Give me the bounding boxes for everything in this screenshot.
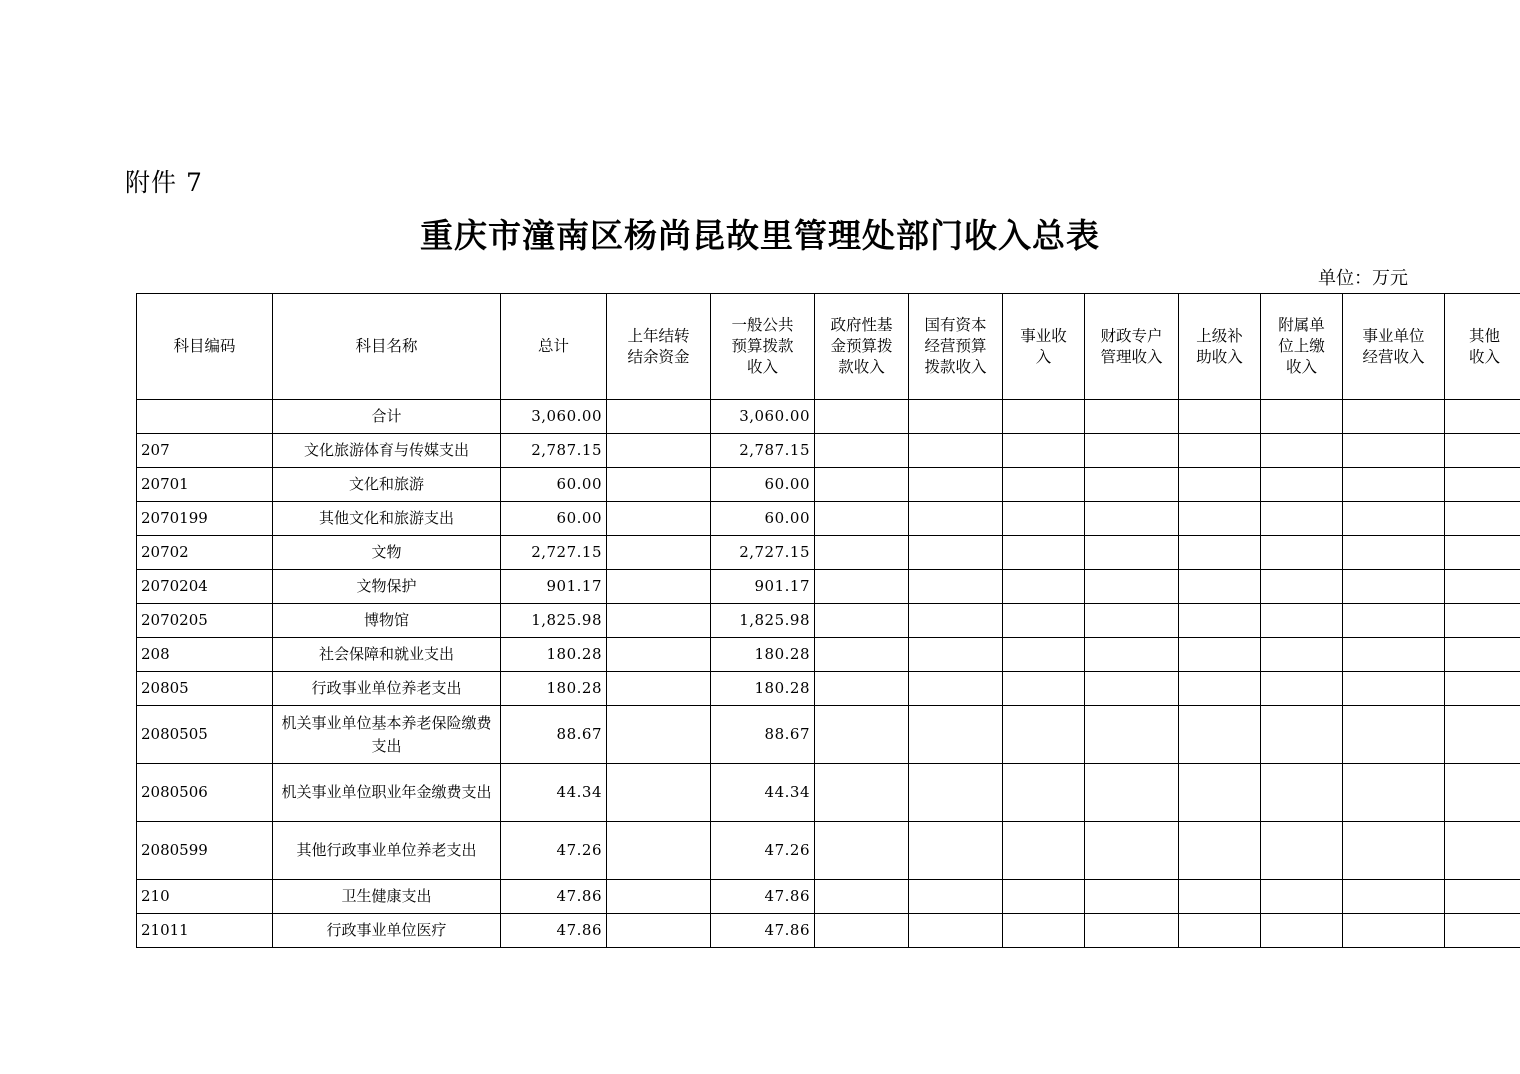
cell-upper-subsidy bbox=[1179, 468, 1261, 502]
cell-career-income bbox=[1003, 706, 1085, 764]
cell-total: 44.34 bbox=[501, 764, 607, 822]
cell-total: 2,727.15 bbox=[501, 536, 607, 570]
cell-total: 60.00 bbox=[501, 502, 607, 536]
cell-sub-unit bbox=[1261, 764, 1343, 822]
cell-upper-subsidy bbox=[1179, 764, 1261, 822]
cell-other-income bbox=[1445, 536, 1520, 570]
cell-carryover bbox=[607, 502, 711, 536]
cell-gov-fund bbox=[815, 536, 909, 570]
column-header-other-income: 其他 收入 bbox=[1445, 294, 1520, 400]
cell-fiscal-account bbox=[1085, 672, 1179, 706]
cell-total: 180.28 bbox=[501, 672, 607, 706]
cell-operating-income bbox=[1343, 536, 1445, 570]
cell-sub-unit bbox=[1261, 434, 1343, 468]
cell-upper-subsidy bbox=[1179, 672, 1261, 706]
cell-carryover bbox=[607, 400, 711, 434]
cell-soe-budget bbox=[909, 764, 1003, 822]
table-body bbox=[137, 400, 1520, 948]
cell-subject-code bbox=[137, 400, 273, 434]
cell-subject-code: 208 bbox=[137, 638, 273, 672]
cell-fiscal-account bbox=[1085, 400, 1179, 434]
cell-subject-code: 2070199 bbox=[137, 502, 273, 536]
page-title: 重庆市潼南区杨尚昆故里管理处部门收入总表 bbox=[420, 216, 1100, 255]
cell-upper-subsidy bbox=[1179, 706, 1261, 764]
cell-fiscal-account bbox=[1085, 570, 1179, 604]
cell-gov-fund bbox=[815, 822, 909, 880]
cell-subject-code: 2080506 bbox=[137, 764, 273, 822]
cell-upper-subsidy bbox=[1179, 914, 1261, 948]
column-header-name: 科目名称 bbox=[273, 294, 501, 400]
column-header-carryover: 上年结转 结余资金 bbox=[607, 294, 711, 400]
cell-general-budget: 1,825.98 bbox=[711, 604, 815, 638]
table-header-row bbox=[137, 294, 1520, 400]
column-header-fiscal-account: 财政专户 管理收入 bbox=[1085, 294, 1179, 400]
cell-carryover bbox=[607, 672, 711, 706]
table-row bbox=[137, 880, 1520, 914]
table-row bbox=[137, 706, 1520, 764]
cell-career-income bbox=[1003, 604, 1085, 638]
cell-soe-budget bbox=[909, 468, 1003, 502]
table-row bbox=[137, 502, 1520, 536]
unit-note: 单位：万元 bbox=[1318, 268, 1408, 289]
cell-operating-income bbox=[1343, 764, 1445, 822]
table-row bbox=[137, 822, 1520, 880]
cell-other-income bbox=[1445, 468, 1520, 502]
cell-upper-subsidy bbox=[1179, 638, 1261, 672]
cell-operating-income bbox=[1343, 822, 1445, 880]
cell-career-income bbox=[1003, 400, 1085, 434]
cell-soe-budget bbox=[909, 638, 1003, 672]
cell-career-income bbox=[1003, 764, 1085, 822]
cell-operating-income bbox=[1343, 570, 1445, 604]
cell-soe-budget bbox=[909, 880, 1003, 914]
table-row bbox=[137, 638, 1520, 672]
column-header-soe-budget: 国有资本 经营预算 拨款收入 bbox=[909, 294, 1003, 400]
column-header-operating-income: 事业单位 经营收入 bbox=[1343, 294, 1445, 400]
cell-operating-income bbox=[1343, 672, 1445, 706]
cell-gov-fund bbox=[815, 914, 909, 948]
cell-fiscal-account bbox=[1085, 764, 1179, 822]
cell-other-income bbox=[1445, 570, 1520, 604]
cell-subject-code: 2080599 bbox=[137, 822, 273, 880]
cell-operating-income bbox=[1343, 604, 1445, 638]
cell-upper-subsidy bbox=[1179, 880, 1261, 914]
cell-upper-subsidy bbox=[1179, 536, 1261, 570]
column-header-general-budget: 一般公共 预算拨款 收入 bbox=[711, 294, 815, 400]
cell-upper-subsidy bbox=[1179, 570, 1261, 604]
cell-sub-unit bbox=[1261, 536, 1343, 570]
cell-general-budget: 2,727.15 bbox=[711, 536, 815, 570]
table-row bbox=[137, 536, 1520, 570]
cell-sub-unit bbox=[1261, 604, 1343, 638]
cell-subject-name: 社会保障和就业支出 bbox=[273, 638, 501, 672]
cell-gov-fund bbox=[815, 400, 909, 434]
table-row bbox=[137, 914, 1520, 948]
cell-total: 1,825.98 bbox=[501, 604, 607, 638]
table-row bbox=[137, 764, 1520, 822]
cell-operating-income bbox=[1343, 400, 1445, 434]
cell-other-income bbox=[1445, 764, 1520, 822]
cell-subject-code: 210 bbox=[137, 880, 273, 914]
cell-subject-name: 文化旅游体育与传媒支出 bbox=[273, 434, 501, 468]
cell-career-income bbox=[1003, 468, 1085, 502]
cell-career-income bbox=[1003, 434, 1085, 468]
cell-fiscal-account bbox=[1085, 638, 1179, 672]
cell-total: 3,060.00 bbox=[501, 400, 607, 434]
cell-other-income bbox=[1445, 706, 1520, 764]
cell-subject-name: 博物馆 bbox=[273, 604, 501, 638]
cell-gov-fund bbox=[815, 672, 909, 706]
cell-sub-unit bbox=[1261, 706, 1343, 764]
cell-other-income bbox=[1445, 880, 1520, 914]
cell-soe-budget bbox=[909, 536, 1003, 570]
cell-carryover bbox=[607, 434, 711, 468]
cell-fiscal-account bbox=[1085, 468, 1179, 502]
cell-other-income bbox=[1445, 434, 1520, 468]
cell-carryover bbox=[607, 764, 711, 822]
cell-subject-name: 机关事业单位职业年金缴费支出 bbox=[273, 764, 501, 822]
cell-other-income bbox=[1445, 914, 1520, 948]
cell-total: 88.67 bbox=[501, 706, 607, 764]
table-row bbox=[137, 468, 1520, 502]
cell-subject-name: 行政事业单位养老支出 bbox=[273, 672, 501, 706]
column-header-code: 科目编码 bbox=[137, 294, 273, 400]
cell-subject-name: 卫生健康支出 bbox=[273, 880, 501, 914]
cell-gov-fund bbox=[815, 880, 909, 914]
cell-other-income bbox=[1445, 822, 1520, 880]
cell-operating-income bbox=[1343, 880, 1445, 914]
cell-sub-unit bbox=[1261, 880, 1343, 914]
table-row bbox=[137, 434, 1520, 468]
cell-fiscal-account bbox=[1085, 502, 1179, 536]
column-header-career-income: 事业收 入 bbox=[1003, 294, 1085, 400]
cell-general-budget: 47.86 bbox=[711, 880, 815, 914]
table-row bbox=[137, 570, 1520, 604]
cell-operating-income bbox=[1343, 706, 1445, 764]
cell-fiscal-account bbox=[1085, 914, 1179, 948]
cell-gov-fund bbox=[815, 502, 909, 536]
cell-general-budget: 60.00 bbox=[711, 502, 815, 536]
cell-upper-subsidy bbox=[1179, 400, 1261, 434]
cell-other-income bbox=[1445, 502, 1520, 536]
cell-fiscal-account bbox=[1085, 434, 1179, 468]
cell-total: 47.86 bbox=[501, 880, 607, 914]
cell-operating-income bbox=[1343, 468, 1445, 502]
cell-career-income bbox=[1003, 536, 1085, 570]
column-header-gov-fund: 政府性基 金预算拨 款收入 bbox=[815, 294, 909, 400]
cell-sub-unit bbox=[1261, 400, 1343, 434]
cell-subject-code: 2070204 bbox=[137, 570, 273, 604]
cell-soe-budget bbox=[909, 706, 1003, 764]
column-header-upper-subsidy: 上级补 助收入 bbox=[1179, 294, 1261, 400]
attachment-label: 附件 7 bbox=[125, 168, 203, 197]
cell-soe-budget bbox=[909, 434, 1003, 468]
cell-fiscal-account bbox=[1085, 880, 1179, 914]
cell-soe-budget bbox=[909, 570, 1003, 604]
cell-fiscal-account bbox=[1085, 822, 1179, 880]
cell-fiscal-account bbox=[1085, 604, 1179, 638]
cell-career-income bbox=[1003, 570, 1085, 604]
cell-soe-budget bbox=[909, 822, 1003, 880]
cell-total: 180.28 bbox=[501, 638, 607, 672]
cell-sub-unit bbox=[1261, 502, 1343, 536]
cell-general-budget: 180.28 bbox=[711, 638, 815, 672]
cell-general-budget: 47.86 bbox=[711, 914, 815, 948]
cell-subject-name: 机关事业单位基本养老保险缴费支出 bbox=[273, 706, 501, 764]
cell-carryover bbox=[607, 914, 711, 948]
cell-general-budget: 180.28 bbox=[711, 672, 815, 706]
cell-gov-fund bbox=[815, 604, 909, 638]
cell-upper-subsidy bbox=[1179, 434, 1261, 468]
cell-sub-unit bbox=[1261, 672, 1343, 706]
cell-other-income bbox=[1445, 638, 1520, 672]
cell-carryover bbox=[607, 570, 711, 604]
column-header-total: 总计 bbox=[501, 294, 607, 400]
cell-soe-budget bbox=[909, 604, 1003, 638]
cell-general-budget: 47.26 bbox=[711, 822, 815, 880]
cell-soe-budget bbox=[909, 914, 1003, 948]
cell-gov-fund bbox=[815, 638, 909, 672]
cell-total: 2,787.15 bbox=[501, 434, 607, 468]
cell-general-budget: 901.17 bbox=[711, 570, 815, 604]
cell-total: 60.00 bbox=[501, 468, 607, 502]
cell-general-budget: 3,060.00 bbox=[711, 400, 815, 434]
cell-operating-income bbox=[1343, 638, 1445, 672]
cell-upper-subsidy bbox=[1179, 604, 1261, 638]
cell-subject-name: 其他文化和旅游支出 bbox=[273, 502, 501, 536]
cell-general-budget: 88.67 bbox=[711, 706, 815, 764]
cell-general-budget: 2,787.15 bbox=[711, 434, 815, 468]
cell-career-income bbox=[1003, 822, 1085, 880]
cell-operating-income bbox=[1343, 914, 1445, 948]
cell-subject-code: 2080505 bbox=[137, 706, 273, 764]
cell-carryover bbox=[607, 880, 711, 914]
cell-other-income bbox=[1445, 604, 1520, 638]
cell-sub-unit bbox=[1261, 570, 1343, 604]
cell-fiscal-account bbox=[1085, 706, 1179, 764]
cell-soe-budget bbox=[909, 502, 1003, 536]
cell-subject-code: 20701 bbox=[137, 468, 273, 502]
table-row bbox=[137, 604, 1520, 638]
cell-other-income bbox=[1445, 672, 1520, 706]
cell-carryover bbox=[607, 604, 711, 638]
cell-subject-code: 21011 bbox=[137, 914, 273, 948]
cell-carryover bbox=[607, 706, 711, 764]
cell-upper-subsidy bbox=[1179, 822, 1261, 880]
cell-other-income bbox=[1445, 400, 1520, 434]
cell-fiscal-account bbox=[1085, 536, 1179, 570]
cell-operating-income bbox=[1343, 434, 1445, 468]
cell-total: 901.17 bbox=[501, 570, 607, 604]
cell-gov-fund bbox=[815, 570, 909, 604]
cell-subject-name: 其他行政事业单位养老支出 bbox=[273, 822, 501, 880]
cell-upper-subsidy bbox=[1179, 502, 1261, 536]
cell-carryover bbox=[607, 536, 711, 570]
cell-career-income bbox=[1003, 672, 1085, 706]
cell-subject-code: 207 bbox=[137, 434, 273, 468]
cell-career-income bbox=[1003, 638, 1085, 672]
column-header-sub-unit: 附属单 位上缴 收入 bbox=[1261, 294, 1343, 400]
table-row bbox=[137, 400, 1520, 434]
cell-carryover bbox=[607, 638, 711, 672]
cell-soe-budget bbox=[909, 400, 1003, 434]
cell-total: 47.86 bbox=[501, 914, 607, 948]
cell-subject-name: 文物保护 bbox=[273, 570, 501, 604]
cell-gov-fund bbox=[815, 434, 909, 468]
cell-operating-income bbox=[1343, 502, 1445, 536]
cell-career-income bbox=[1003, 914, 1085, 948]
cell-general-budget: 44.34 bbox=[711, 764, 815, 822]
cell-gov-fund bbox=[815, 706, 909, 764]
cell-total: 47.26 bbox=[501, 822, 607, 880]
cell-subject-code: 2070205 bbox=[137, 604, 273, 638]
budget-income-table bbox=[136, 293, 1520, 948]
cell-subject-name: 文物 bbox=[273, 536, 501, 570]
cell-subject-code: 20805 bbox=[137, 672, 273, 706]
cell-sub-unit bbox=[1261, 822, 1343, 880]
cell-subject-name: 文化和旅游 bbox=[273, 468, 501, 502]
cell-sub-unit bbox=[1261, 468, 1343, 502]
cell-career-income bbox=[1003, 880, 1085, 914]
cell-subject-name: 合计 bbox=[273, 400, 501, 434]
table-row bbox=[137, 672, 1520, 706]
cell-sub-unit bbox=[1261, 914, 1343, 948]
cell-sub-unit bbox=[1261, 638, 1343, 672]
cell-gov-fund bbox=[815, 468, 909, 502]
cell-carryover bbox=[607, 822, 711, 880]
cell-gov-fund bbox=[815, 764, 909, 822]
cell-general-budget: 60.00 bbox=[711, 468, 815, 502]
cell-carryover bbox=[607, 468, 711, 502]
cell-subject-code: 20702 bbox=[137, 536, 273, 570]
cell-soe-budget bbox=[909, 672, 1003, 706]
cell-subject-name: 行政事业单位医疗 bbox=[273, 914, 501, 948]
cell-career-income bbox=[1003, 502, 1085, 536]
